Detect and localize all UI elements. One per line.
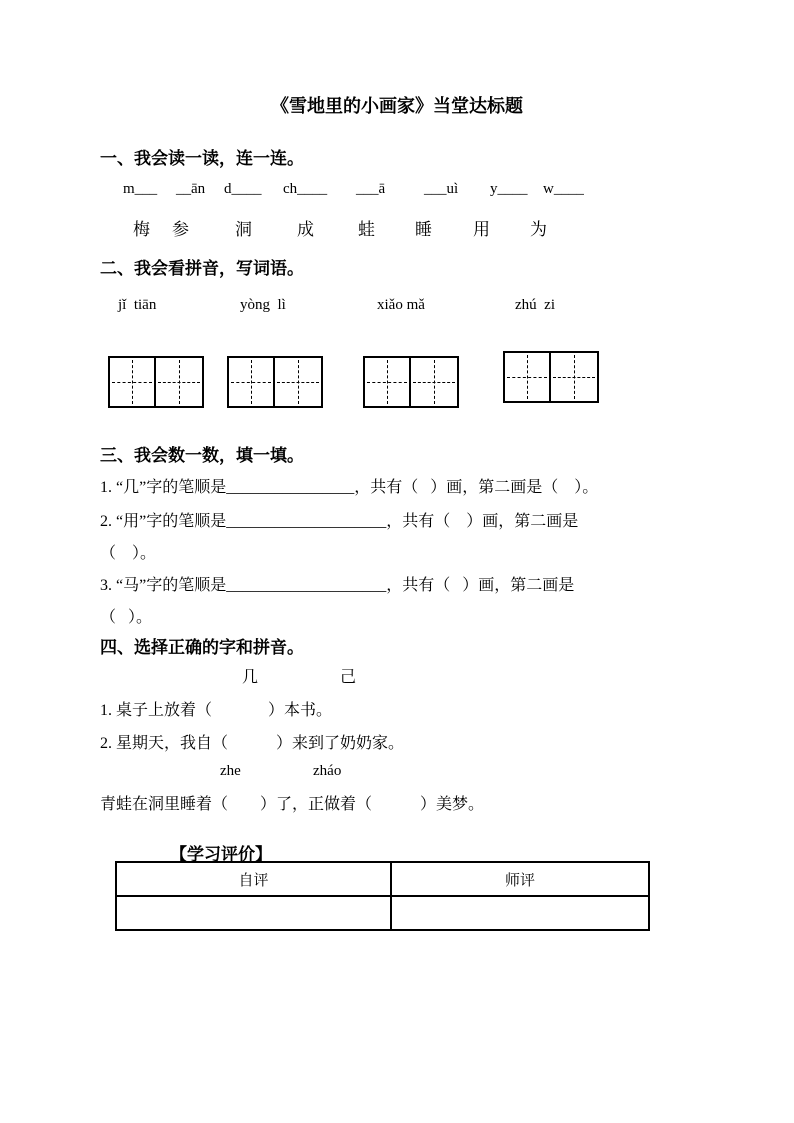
- self-eval-header: 自评: [116, 862, 391, 896]
- writing-grid-group: [227, 356, 323, 408]
- pinyin-item: y____: [490, 181, 528, 197]
- section3-heading: 三、我会数一数，填一填。: [100, 446, 304, 465]
- hanzi-item: 睡: [415, 220, 432, 239]
- writing-grid-cell: [411, 356, 459, 408]
- writing-grid-cell: [227, 356, 275, 408]
- pinyin-item: ch____: [283, 181, 328, 197]
- word-pinyin: zhú zi: [515, 297, 555, 313]
- hanzi-item: 成: [297, 220, 314, 239]
- question-line: 1. 桌子上放着（ ）本书。: [100, 702, 333, 719]
- pinyin-item: w____: [543, 181, 584, 197]
- pinyin-item: __ān: [176, 181, 206, 197]
- writing-grid-cell: [503, 351, 551, 403]
- choice-option: 己: [340, 669, 357, 686]
- hanzi-item: 为: [530, 220, 547, 239]
- evaluation-table: [115, 861, 650, 931]
- question-line: （ ）。: [100, 609, 153, 626]
- evaluation-heading: 【学习评价】: [170, 845, 272, 864]
- pinyin-item: ___uì: [424, 181, 459, 197]
- writing-grid-cell: [156, 356, 204, 408]
- choice-option: zháo: [313, 763, 342, 779]
- section4-heading: 四、选择正确的字和拼音。: [100, 638, 304, 657]
- pinyin-item: m___: [123, 181, 158, 197]
- writing-grid-cell: [363, 356, 411, 408]
- hanzi-item: 用: [473, 220, 490, 239]
- teacher-eval-cell: [391, 896, 649, 930]
- pinyin-item: d____: [224, 181, 262, 197]
- question-line: 2. “用”字的笔顺是____________________，共有（ ）画，第二画是: [100, 513, 579, 530]
- section2-heading: 二、我会看拼音，写词语。: [100, 259, 304, 278]
- writing-grid-cell: [551, 351, 599, 403]
- teacher-eval-header: 师评: [391, 862, 649, 896]
- question-line: （ ）。: [100, 545, 157, 562]
- question-line: 2. 星期天，我自（ ）来到了奶奶家。: [100, 735, 405, 752]
- word-pinyin: xiǎo mǎ: [377, 297, 425, 313]
- question-line: 青蛙在洞里睡着（ ）了，正做着（ ）美梦。: [100, 796, 485, 813]
- hanzi-item: 梅: [133, 220, 150, 239]
- writing-grid-group: [108, 356, 204, 408]
- self-eval-cell: [116, 896, 391, 930]
- hanzi-item: 洞: [235, 220, 252, 239]
- pinyin-item: ___ā: [356, 181, 386, 197]
- writing-grid-cell: [108, 356, 156, 408]
- writing-grid-group: [503, 351, 599, 403]
- hanzi-item: 蛙: [358, 220, 375, 239]
- word-pinyin: yòng lì: [240, 297, 286, 313]
- evaluation-blank-row: [116, 896, 649, 930]
- section1-heading: 一、我会读一读，连一连。: [100, 149, 304, 168]
- writing-grid-cell: [275, 356, 323, 408]
- page-title: 《雪地里的小画家》当堂达标题: [271, 96, 523, 116]
- question-line: 1. “几”字的笔顺是________________，共有（ ）画，第二画是（ ）。: [100, 479, 599, 496]
- evaluation-header-row: [116, 862, 649, 896]
- choice-option: zhe: [220, 763, 241, 779]
- writing-grid-group: [363, 356, 459, 408]
- question-line: 3. “马”字的笔顺是____________________，共有（ ）画，第二画是: [100, 577, 575, 594]
- choice-option: 几: [242, 669, 259, 686]
- hanzi-item: 参: [172, 220, 189, 239]
- word-pinyin: jǐ tiān: [118, 297, 157, 313]
